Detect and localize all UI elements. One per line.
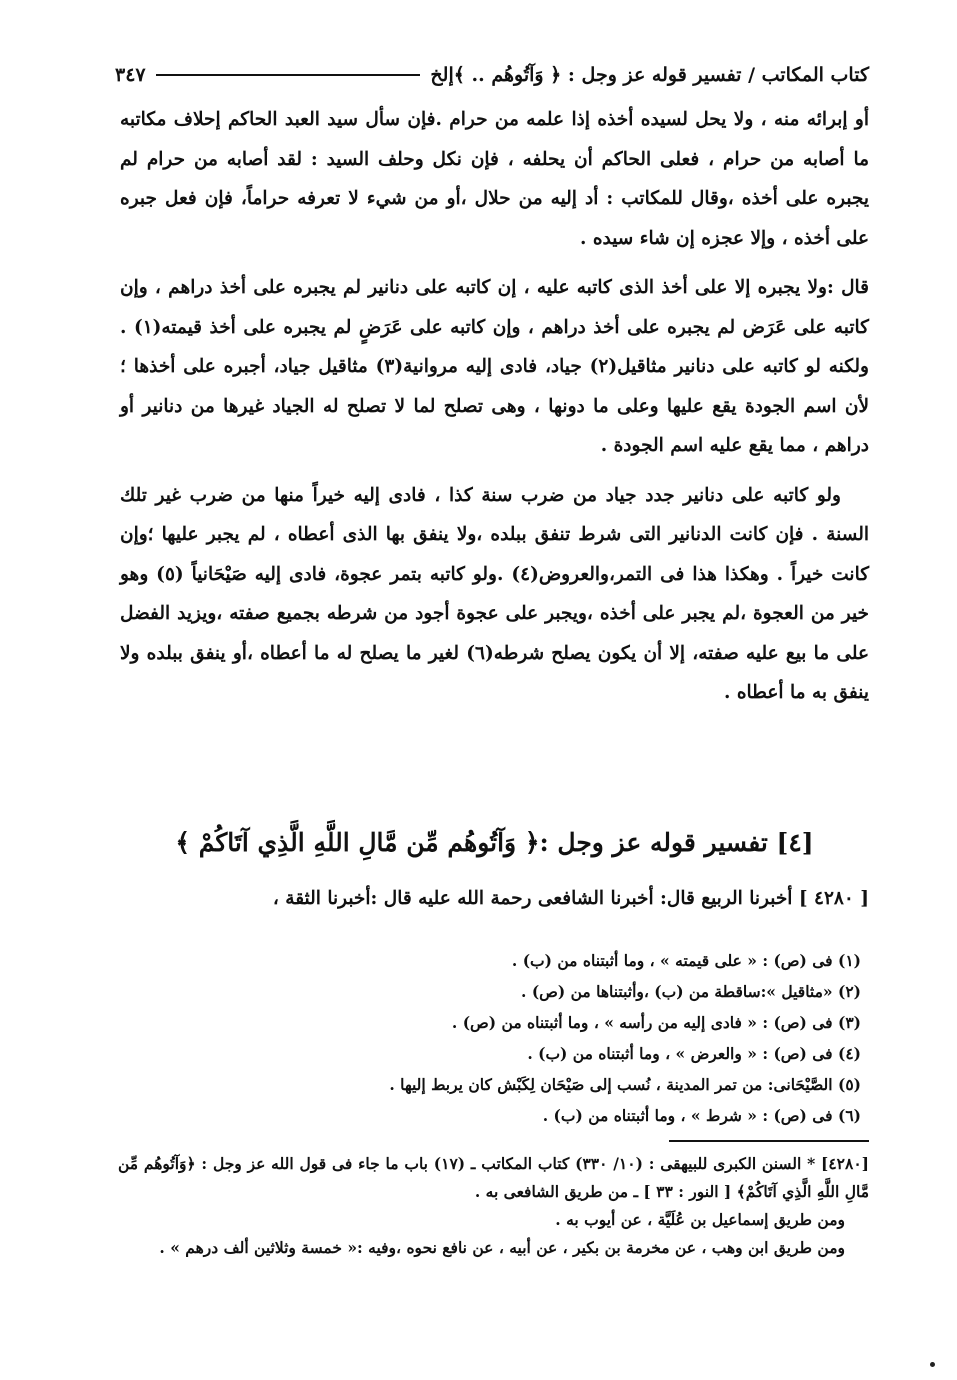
running-head-rule bbox=[156, 74, 421, 76]
takhrij-entry: ومن طريق ابن وهب ، عن مخرمة بن بكير ، عن أبيه ، عن نافع نحوه ،وفيه :« خمسة وثلاثين ألف درهم » . bbox=[159, 1238, 845, 1257]
footnote: (٥) الصَّيْحَانى: من تمر المدينة ، نُسب إلى صَيْحَان لِكَبْش كان يربط إليها . bbox=[389, 1075, 861, 1094]
footnote: (١) فى (ص) : « على قيمته » ، وما أثبتناه من (ب) . bbox=[511, 951, 861, 970]
page-number: ٣٤٧ bbox=[115, 64, 146, 86]
hadith-opening: [ ٤٢٨٠ ] أخبرنا الربيع قال: أخبرنا الشافعى رحمة الله عليه قال :أخبرنا الثقة ، bbox=[272, 888, 869, 909]
main-text bbox=[120, 100, 869, 723]
paragraph-1: أو إبرائه منه ، ولا يحل لسيده أخذه إذا علمه من حرام .فإن سأل سيد العبد الحاكم إحلاف مكاتبه ما أصابه من حرام ، فعلى الحاكم أن يحلفه ، فإن نكل وحلف السيد : لقد أصابه من حرام لم يجبره على أخذه ،وقال للمكاتب : أد إليه من حلال ،أو من شيء لا تعرفه حراماً، فإن فعل جبره على أخذه ، وإلا عجزه إن شاء سيده . bbox=[120, 109, 869, 249]
takhrij-divider bbox=[669, 1140, 869, 1142]
footnote: (٤) فى (ص) : « والعرض » ، وما أثبتناه من (ب) . bbox=[527, 1044, 861, 1063]
paragraph-3: ولو كاتبه على دنانير جدد جياد من ضرب سنة كذا ، فادى إليه خيراً منها من ضرب غير تلك السنة . فإن كانت الدنانير التى شرط تنفق ببلده ،ولا ينفق بها الذى أعطاه ، لم يجبر عليها ؛وإن كانت خيراً . وهكذا هذا فى التمر،والعروض(٤) .ولو كاتبه بتمر عجوة، فادى إليه صَيْحَانياً (٥) وهو خير من العجوة ،لم يجبر على أخذه ،ويجبر على عجوة أجود من شرطه بجميع صفته ،ويزيد الفضل على ما بيع عليه صفته، إلا أن يكون يصلح شرطه(٦) لغير ما يصلح له ما أعطاه ،أو ينفق ببلده ولا ينفق به ما أعطاه . bbox=[120, 484, 870, 703]
takhrij-entry: [٤٢٨٠] * السنن الكبرى للبيهقى : (١٠/ ٣٣٠) كتاب المكاتب ـ (١٧) باب ما جاء فى قول الله عز وجل : ﴿وَآتُوهُم مِّن مَّالِ اللَّهِ الَّذِي آتَاكُمْ﴾ [ النور : ٣٣ ] ـ من طريق الشافعى به . bbox=[118, 1154, 869, 1201]
footnote: (٣) فى (ص) : « فادى إليه من رأسه » ، وما أثبتناه من (ص) . bbox=[451, 1013, 861, 1032]
print-speck bbox=[930, 1362, 935, 1367]
takhrij-entry: ومن طريق إسماعيل بن عُلَيَّة ، عن أيوب به . bbox=[555, 1210, 845, 1229]
takhrij-notes bbox=[118, 1150, 869, 1262]
footnote: (٢) «مثاقيل »:ساقطة من (ب) ،وأثبتناها من (ص) . bbox=[521, 982, 861, 1001]
paragraph-2: قال :ولا يجبره إلا على أخذ الذى كاتبه عليه ، إن كاتبه على دنانير لم يجبره على أخذ دراهم ، وإن كاتبه على عَرَض لم يجبره على أخذ دراهم ، وإن كاتبه على عَرَضٍ لم يجبره على أخذ قيمته(١) . ولكنه لو كاتبه على دنانير مثاقيل(٢) جياد، فادى إليه مروانية(٣) مثاقيل جياد، أجبره على أخذها ؛ لأن اسم الجودة يقع عليها وعلى ما دونها ، وهى تصلح لما لا تصلح له الجياد غيرها من دنانير أو دراهم ، مما يقع عليه اسم الجودة . bbox=[120, 277, 869, 456]
running-head-title: كتاب المكاتب / تفسير قوله عز وجل : ﴿ وَآتُوهُم .. ﴾إلخ bbox=[430, 64, 869, 86]
footnote: (٦) فى (ص) : « شرط » ، وما أثبتناه من (ب) . bbox=[542, 1106, 861, 1125]
footnotes bbox=[120, 945, 869, 1131]
section-heading: [٤] تفسير قوله عز وجل :﴿ وَآتُوهُم مِّن مَّالِ اللَّهِ الَّذِي آتَاكُمْ ﴾ bbox=[175, 828, 814, 857]
running-head bbox=[115, 58, 869, 92]
